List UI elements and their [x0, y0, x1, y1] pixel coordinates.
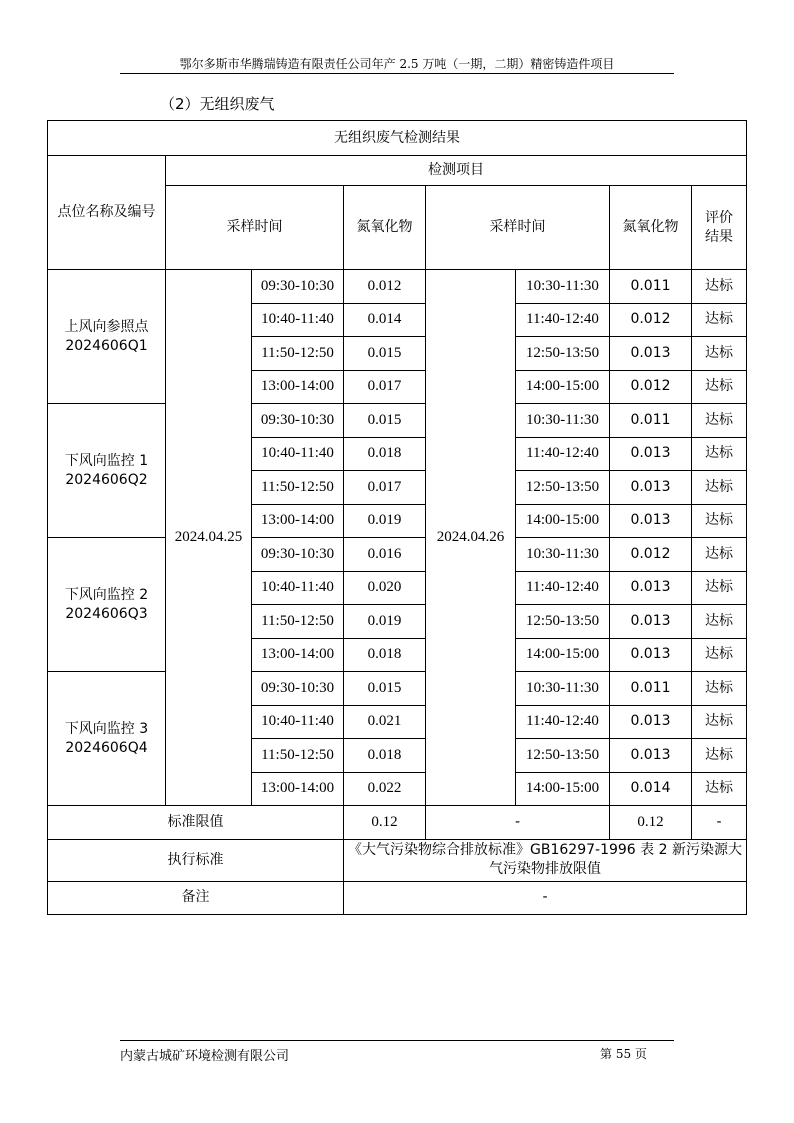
- nox-value-1: 0.015: [344, 404, 426, 438]
- evaluation-result: 达标: [692, 270, 747, 304]
- sampling-time-1: 10:40-11:40: [252, 437, 344, 471]
- limit-value-2: 0.12: [610, 806, 692, 840]
- nox-value-1: 0.017: [344, 471, 426, 505]
- sampling-time-2: 12:50-13:50: [516, 605, 610, 639]
- sampling-time-2: 12:50-13:50: [516, 739, 610, 773]
- evaluation-result: 达标: [692, 404, 747, 438]
- footer-company: 内蒙古城矿环境检测有限公司: [120, 1049, 290, 1064]
- point-code: 2024606Q4: [65, 739, 148, 756]
- limit-label: 标准限值: [48, 806, 344, 840]
- sampling-time-1: 11:50-12:50: [252, 739, 344, 773]
- remark-row: [48, 881, 747, 915]
- sampling-time-2: 14:00-15:00: [516, 370, 610, 404]
- nox-value-2: 0.013: [610, 337, 692, 371]
- sampling-time-2: 12:50-13:50: [516, 337, 610, 371]
- sampling-time-2: 14:00-15:00: [516, 504, 610, 538]
- limit-row: [48, 806, 747, 840]
- evaluation-result: 达标: [692, 772, 747, 806]
- standard-label: 执行标准: [48, 839, 344, 881]
- footer-rule: [120, 1040, 674, 1041]
- nox-value-1: 0.014: [344, 303, 426, 337]
- nox-value-1: 0.012: [344, 270, 426, 304]
- monitoring-results-table: [47, 120, 747, 915]
- nox-value-1: 0.018: [344, 739, 426, 773]
- remark-label: 备注: [48, 881, 344, 915]
- nox-value-1: 0.021: [344, 705, 426, 739]
- nox-value-2: 0.013: [610, 504, 692, 538]
- sampling-time-2: 10:30-11:30: [516, 270, 610, 304]
- standard-row: [48, 839, 747, 881]
- sampling-time-2: 11:40-12:40: [516, 437, 610, 471]
- limit-value-1: 0.12: [344, 806, 426, 840]
- column-header-nox-1: 氮氧化物: [344, 186, 426, 270]
- table-caption: 无组织废气检测结果: [48, 121, 747, 156]
- sampling-time-1: 10:40-11:40: [252, 303, 344, 337]
- point-name: 上风向参照点: [64, 318, 149, 335]
- sampling-time-1: 09:30-10:30: [252, 404, 344, 438]
- nox-value-2: 0.011: [610, 270, 692, 304]
- nox-value-2: 0.011: [610, 404, 692, 438]
- sampling-time-1: 10:40-11:40: [252, 705, 344, 739]
- sampling-date-2: 2024.04.26: [426, 270, 516, 806]
- nox-value-1: 0.018: [344, 437, 426, 471]
- limit-eval: -: [692, 806, 747, 840]
- sampling-time-2: 14:00-15:00: [516, 772, 610, 806]
- point-name: 下风向监控 3: [64, 720, 149, 737]
- evaluation-result: 达标: [692, 571, 747, 605]
- evaluation-result: 达标: [692, 538, 747, 572]
- table-row: [48, 538, 747, 572]
- section-heading: （2）无组织废气: [160, 95, 275, 113]
- limit-time-2: -: [426, 806, 610, 840]
- sampling-time-1: 09:30-10:30: [252, 538, 344, 572]
- nox-value-1: 0.017: [344, 370, 426, 404]
- nox-value-2: 0.013: [610, 638, 692, 672]
- table-row: [48, 270, 747, 304]
- nox-value-1: 0.022: [344, 772, 426, 806]
- column-header-time-1: 采样时间: [166, 186, 344, 270]
- evaluation-result: 达标: [692, 739, 747, 773]
- sampling-time-2: 11:40-12:40: [516, 303, 610, 337]
- nox-value-2: 0.012: [610, 303, 692, 337]
- evaluation-result: 达标: [692, 337, 747, 371]
- sampling-time-2: 14:00-15:00: [516, 638, 610, 672]
- evaluation-result: 达标: [692, 303, 747, 337]
- sampling-time-1: 11:50-12:50: [252, 471, 344, 505]
- evaluation-result: 达标: [692, 672, 747, 706]
- nox-value-2: 0.013: [610, 739, 692, 773]
- point-name: 下风向监控 2: [64, 586, 149, 603]
- nox-value-1: 0.018: [344, 638, 426, 672]
- document-header-title: 鄂尔多斯市华腾瑞铸造有限责任公司年产 2.5 万吨（一期，二期）精密铸造件项目: [179, 57, 615, 71]
- table-row: [48, 672, 747, 706]
- point-cell: [48, 672, 166, 806]
- header-rule: [120, 73, 674, 74]
- table-row: [48, 404, 747, 438]
- sampling-time-2: 10:30-11:30: [516, 404, 610, 438]
- sampling-time-1: 09:30-10:30: [252, 672, 344, 706]
- sampling-time-1: 10:40-11:40: [252, 571, 344, 605]
- sampling-date-1: 2024.04.25: [166, 270, 252, 806]
- nox-value-2: 0.013: [610, 437, 692, 471]
- nox-value-1: 0.019: [344, 605, 426, 639]
- sampling-time-1: 13:00-14:00: [252, 370, 344, 404]
- nox-value-2: 0.013: [610, 705, 692, 739]
- nox-value-1: 0.019: [344, 504, 426, 538]
- evaluation-result: 达标: [692, 370, 747, 404]
- nox-value-2: 0.013: [610, 605, 692, 639]
- sampling-time-2: 11:40-12:40: [516, 705, 610, 739]
- sampling-time-1: 11:50-12:50: [252, 337, 344, 371]
- standard-text: 《大气污染物综合排放标准》GB16297-1996 表 2 新污染源大气污染物排放限值: [344, 839, 747, 881]
- sampling-time-1: 13:00-14:00: [252, 772, 344, 806]
- sampling-time-2: 11:40-12:40: [516, 571, 610, 605]
- nox-value-1: 0.020: [344, 571, 426, 605]
- point-name: 下风向监控 1: [64, 452, 149, 469]
- sampling-time-2: 12:50-13:50: [516, 471, 610, 505]
- nox-value-2: 0.013: [610, 471, 692, 505]
- sampling-time-2: 10:30-11:30: [516, 672, 610, 706]
- evaluation-result: 达标: [692, 705, 747, 739]
- evaluation-result: 达标: [692, 638, 747, 672]
- footer-page-number: 第 55 页: [600, 1047, 647, 1061]
- point-cell: [48, 538, 166, 672]
- nox-value-2: 0.014: [610, 772, 692, 806]
- nox-value-2: 0.012: [610, 538, 692, 572]
- point-cell: [48, 270, 166, 404]
- point-cell: [48, 404, 166, 538]
- sampling-time-1: 09:30-10:30: [252, 270, 344, 304]
- column-header-nox-2: 氮氧化物: [610, 186, 692, 270]
- evaluation-result: 达标: [692, 504, 747, 538]
- column-header-time-2: 采样时间: [426, 186, 610, 270]
- column-header-point: 点位名称及编号: [48, 156, 166, 270]
- nox-value-1: 0.016: [344, 538, 426, 572]
- evaluation-result: 达标: [692, 437, 747, 471]
- nox-value-1: 0.015: [344, 672, 426, 706]
- sampling-time-1: 13:00-14:00: [252, 638, 344, 672]
- remark-value: -: [344, 881, 747, 915]
- nox-value-2: 0.011: [610, 672, 692, 706]
- nox-value-2: 0.012: [610, 370, 692, 404]
- evaluation-result: 达标: [692, 471, 747, 505]
- nox-value-2: 0.013: [610, 571, 692, 605]
- point-code: 2024606Q1: [65, 337, 148, 354]
- sampling-time-1: 11:50-12:50: [252, 605, 344, 639]
- point-code: 2024606Q2: [65, 471, 148, 488]
- column-header-items: 检测项目: [166, 156, 747, 186]
- point-code: 2024606Q3: [65, 605, 148, 622]
- evaluation-result: 达标: [692, 605, 747, 639]
- nox-value-1: 0.015: [344, 337, 426, 371]
- column-header-eval: 评价结果: [692, 186, 747, 270]
- sampling-time-1: 13:00-14:00: [252, 504, 344, 538]
- sampling-time-2: 10:30-11:30: [516, 538, 610, 572]
